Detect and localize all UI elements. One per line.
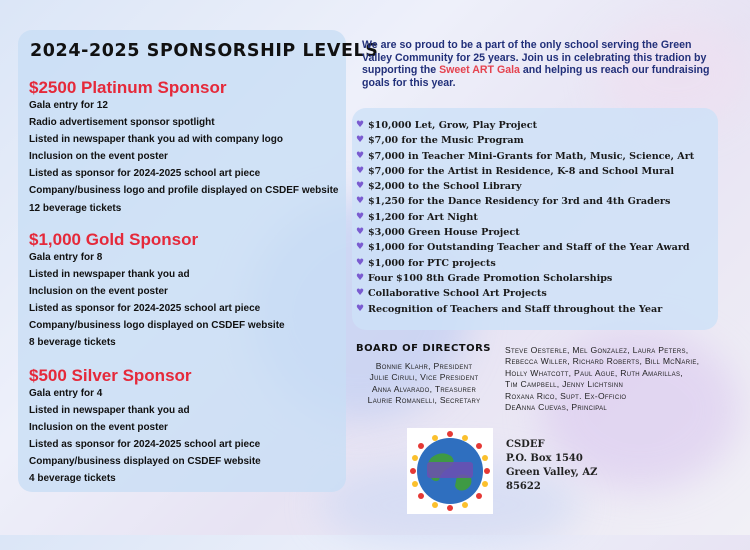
benefit-item: Inclusion on the event poster [29,151,168,163]
board-members [505,345,699,413]
board-officers [349,361,499,407]
benefit-item: Company/business logo and profile displayed on CSDEF website [29,185,339,197]
benefit-item: 8 beverage tickets [29,337,116,349]
foundation-logo [407,428,493,514]
heart-icon: ♥ [356,196,365,207]
officer: Bonnie Klahr, President [375,361,473,371]
heart-icon: ♥ [356,181,365,192]
member-line: Steve Oesterle, Mel Gonzalez, Laura Peters, [505,345,689,355]
goal-item: ♥ $1,000 for PTC projects [356,256,694,271]
benefit-item: Listed in newspaper thank you ad with company logo [29,134,283,146]
member-line: Holly Whatcott, Paul Ague, Ruth Amarillas, [505,367,683,378]
address-line: Green Valley, AZ [506,467,598,478]
heart-icon: ♥ [356,211,365,222]
intro-text: We are so proud to be a part of the only school serving the Green Valley Community for 25 years. Join us in celebrating this tradion by supporting the [362,39,707,77]
goal-item: ♥ $7,000 in Teacher Mini-Grants for Math, Music, Science, Art [356,149,694,164]
gala-name: Sweet ART Gala [439,64,520,77]
fundraising-goals-list [356,118,694,317]
address-line: CSDEF [506,439,545,450]
benefit-item: Listed in newspaper thank you ad [29,405,190,417]
board-heading: BOARD OF DIRECTORS [356,343,492,354]
tier-heading-silver: $500 Silver Sponsor [29,366,192,385]
goal-item: ♥ $10,000 Let, Grow, Play Project [356,118,694,133]
benefit-item: 12 beverage tickets [29,202,122,214]
benefit-item: 4 beverage tickets [29,473,116,485]
benefit-item: Company/business displayed on CSDEF website [29,456,261,468]
address-line: 85622 [506,481,541,492]
benefit-item: Company/business logo displayed on CSDEF website [29,320,285,332]
address-line: P.O. Box 1540 [506,453,583,464]
benefit-item: Gala entry for 8 [29,252,103,263]
member-line: DeAnna Cuevas, Principal [505,401,608,412]
goal-item: ♥ $2,000 to the School Library [356,179,694,194]
benefit-item: Inclusion on the event poster [29,286,168,298]
benefit-item: Listed in newspaper thank you ad [29,269,190,281]
goal-item: ♥ $7,000 for the Artist in Residence, K-8 and School Mural [356,164,694,179]
heart-icon: ♥ [356,120,365,130]
tier-benefits-gold [29,249,285,352]
benefit-item: Inclusion on the event poster [29,422,168,434]
heart-icon: ♥ [356,227,365,238]
heart-icon: ♥ [356,150,365,161]
goal-item: ♥ Four $100 8th Grade Promotion Scholarships [356,271,694,286]
member-line: Tim Campbell, Jenny Lichtsinn [505,379,624,390]
officer: Julie Ciruli, Vice President [369,372,479,383]
heart-icon: ♥ [356,288,365,299]
benefit-item: Listed as sponsor for 2024-2025 school art piece [29,168,261,180]
goal-item: ♥ $7,00 for the Music Program [356,133,694,148]
tier-heading-platinum: $2500 Platinum Sponsor [29,78,227,97]
goal-item: ♥ Recognition of Teachers and Staff throughout the Year [356,302,694,317]
heart-icon: ♥ [356,135,365,146]
heart-icon: ♥ [356,257,365,268]
goal-item: ♥ $1,200 for Art Night [356,210,694,225]
heart-icon: ♥ [356,303,365,314]
benefit-item: Listed as sponsor for 2024-2025 school art piece [29,439,261,451]
mailing-address [506,438,597,494]
officer: Anna Alvarado, Treasurer [371,383,477,394]
heart-icon: ♥ [356,242,365,253]
globe-icon [407,428,493,514]
tier-benefits-platinum [29,97,339,217]
benefit-item: Listed as sponsor for 2024-2025 school art piece [29,303,261,315]
goal-item: ♥ Collaborative School Art Projects [356,286,694,301]
benefit-item: Gala entry for 4 [29,388,103,399]
member-line: Rebecca Willer, Richard Roberts, Bill McNarie, [505,356,700,367]
intro-text-end: and helping us reach our fundraising goals for this year. [362,64,710,89]
goal-item: ♥ $3,000 Green House Project [356,225,694,240]
tier-heading-gold: $1,000 Gold Sponsor [29,230,199,249]
tier-benefits-silver [29,385,261,488]
heart-icon: ♥ [356,165,365,176]
intro-paragraph [362,39,717,89]
page-title: 2024-2025 SPONSORSHIP LEVELS [30,41,379,61]
heart-icon: ♥ [356,272,365,283]
goal-item: ♥ $1,000 for Outstanding Teacher and Staff of the Year Award [356,240,694,255]
member-line: Roxana Rico, Supt. Ex-Officio [505,390,627,401]
goal-item: ♥ $1,250 for the Dance Residency for 3rd and 4th Graders [356,194,694,209]
benefit-item: Radio advertisement sponsor spotlight [29,117,215,129]
officer: Laurie Romanelli, Secretary [367,395,481,406]
benefit-item: Gala entry for 12 [29,100,108,111]
